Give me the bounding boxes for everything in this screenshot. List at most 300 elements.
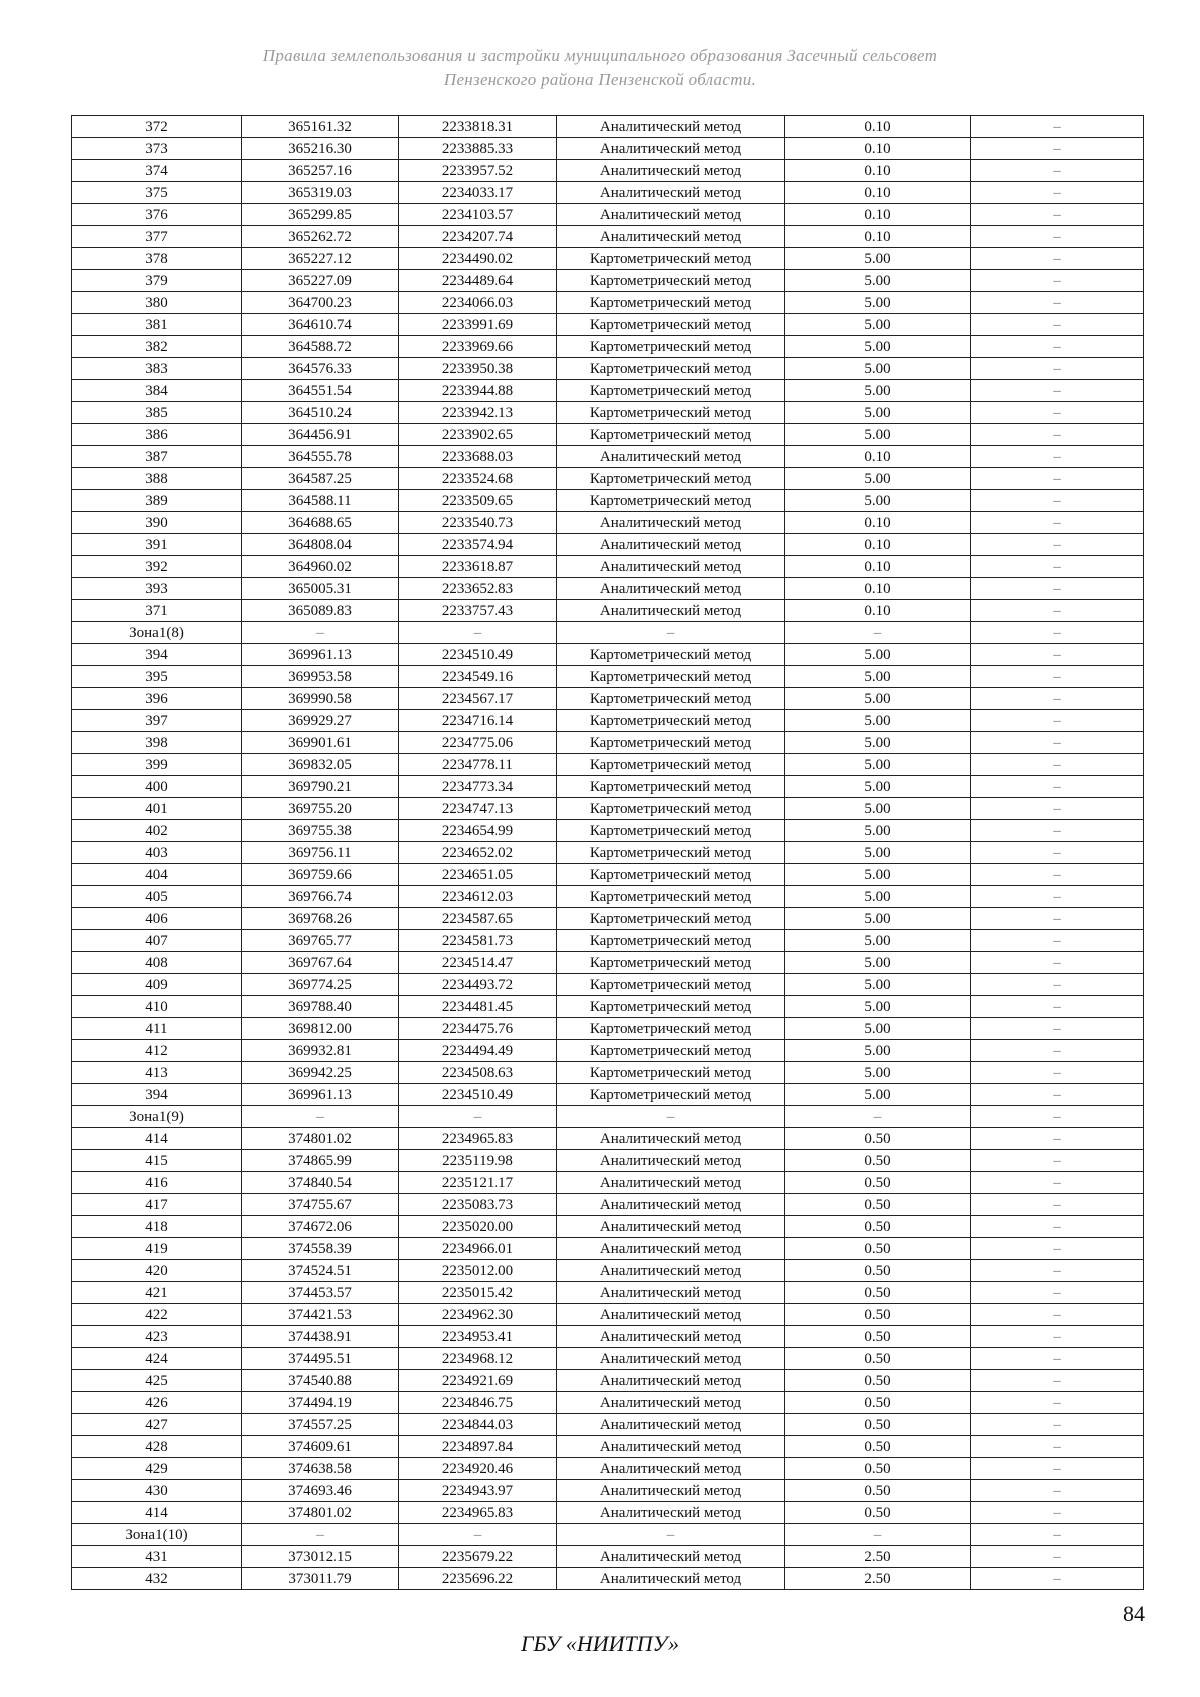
cell-note: – — [971, 1304, 1144, 1326]
cell-method: Картометрический метод — [557, 468, 785, 490]
cell-point-number: 418 — [72, 1216, 242, 1238]
cell-y-coordinate: 2234066.03 — [399, 292, 557, 314]
cell-y-coordinate: 2233757.43 — [399, 600, 557, 622]
cell-y-coordinate: 2234846.75 — [399, 1392, 557, 1414]
cell-accuracy: – — [785, 1106, 971, 1128]
cell-method: Картометрический метод — [557, 930, 785, 952]
cell-accuracy: 5.00 — [785, 886, 971, 908]
cell-note: – — [971, 556, 1144, 578]
cell-point-number: 429 — [72, 1458, 242, 1480]
cell-note: – — [971, 996, 1144, 1018]
table-row — [72, 1392, 1144, 1414]
cell-y-coordinate: – — [399, 622, 557, 644]
cell-note: – — [971, 930, 1144, 952]
table-row — [72, 1480, 1144, 1502]
cell-note: – — [971, 1018, 1144, 1040]
cell-method: Аналитический метод — [557, 512, 785, 534]
cell-note: – — [971, 1128, 1144, 1150]
cell-method: Картометрический метод — [557, 1040, 785, 1062]
cell-accuracy: 0.50 — [785, 1436, 971, 1458]
table-row — [72, 1172, 1144, 1194]
cell-y-coordinate: 2234953.41 — [399, 1326, 557, 1348]
table-row — [72, 446, 1144, 468]
table-row — [72, 820, 1144, 842]
cell-point-number: 412 — [72, 1040, 242, 1062]
cell-accuracy: 0.50 — [785, 1348, 971, 1370]
cell-x-coordinate: 369932.81 — [242, 1040, 399, 1062]
cell-accuracy: 5.00 — [785, 248, 971, 270]
cell-accuracy: 5.00 — [785, 974, 971, 996]
cell-x-coordinate: 365227.12 — [242, 248, 399, 270]
cell-x-coordinate: 374755.67 — [242, 1194, 399, 1216]
table-row — [72, 622, 1144, 644]
cell-x-coordinate: 374801.02 — [242, 1502, 399, 1524]
cell-method: Картометрический метод — [557, 1084, 785, 1106]
cell-y-coordinate: 2233950.38 — [399, 358, 557, 380]
cell-x-coordinate: 364551.54 — [242, 380, 399, 402]
table-row — [72, 996, 1144, 1018]
cell-accuracy: 5.00 — [785, 864, 971, 886]
cell-y-coordinate: 2233957.52 — [399, 160, 557, 182]
cell-method: Картометрический метод — [557, 974, 785, 996]
cell-point-number: 421 — [72, 1282, 242, 1304]
cell-accuracy: 5.00 — [785, 270, 971, 292]
cell-point-number: 396 — [72, 688, 242, 710]
cell-accuracy: 5.00 — [785, 732, 971, 754]
table-row — [72, 1458, 1144, 1480]
table-row — [72, 534, 1144, 556]
cell-y-coordinate: 2234514.47 — [399, 952, 557, 974]
cell-method: Картометрический метод — [557, 1062, 785, 1084]
cell-x-coordinate: 365257.16 — [242, 160, 399, 182]
table-row — [72, 1040, 1144, 1062]
cell-accuracy: 0.50 — [785, 1150, 971, 1172]
cell-y-coordinate: 2234612.03 — [399, 886, 557, 908]
cell-x-coordinate: 374495.51 — [242, 1348, 399, 1370]
cell-x-coordinate: 374421.53 — [242, 1304, 399, 1326]
table-row — [72, 1326, 1144, 1348]
cell-x-coordinate: 364456.91 — [242, 424, 399, 446]
cell-note: – — [971, 1040, 1144, 1062]
cell-method: Картометрический метод — [557, 270, 785, 292]
table-row — [72, 226, 1144, 248]
cell-point-number: 372 — [72, 116, 242, 138]
cell-point-number: 428 — [72, 1436, 242, 1458]
cell-x-coordinate: 364700.23 — [242, 292, 399, 314]
cell-point-number: 379 — [72, 270, 242, 292]
cell-point-number: 382 — [72, 336, 242, 358]
cell-x-coordinate: 369790.21 — [242, 776, 399, 798]
cell-note: – — [971, 1458, 1144, 1480]
cell-method: Аналитический метод — [557, 1480, 785, 1502]
cell-y-coordinate: 2235015.42 — [399, 1282, 557, 1304]
table-row — [72, 1436, 1144, 1458]
cell-point-number: 383 — [72, 358, 242, 380]
cell-point-number: 414 — [72, 1502, 242, 1524]
table-row — [72, 644, 1144, 666]
table-row — [72, 1282, 1144, 1304]
table-row — [72, 578, 1144, 600]
cell-note: – — [971, 732, 1144, 754]
cell-x-coordinate: 374865.99 — [242, 1150, 399, 1172]
table-row — [72, 1216, 1144, 1238]
cell-note: – — [971, 1084, 1144, 1106]
cell-accuracy: 0.50 — [785, 1370, 971, 1392]
cell-y-coordinate: 2233942.13 — [399, 402, 557, 424]
table-row — [72, 908, 1144, 930]
cell-method: Аналитический метод — [557, 446, 785, 468]
cell-method: Аналитический метод — [557, 1128, 785, 1150]
table-row — [72, 666, 1144, 688]
cell-accuracy: 0.50 — [785, 1502, 971, 1524]
cell-y-coordinate: 2235020.00 — [399, 1216, 557, 1238]
cell-x-coordinate: 374638.58 — [242, 1458, 399, 1480]
cell-note: – — [971, 1568, 1144, 1590]
header-line-1: Правила землепользования и застройки муниципального образования Засечный сельсовет — [262, 46, 938, 65]
cell-point-number: 371 — [72, 600, 242, 622]
cell-x-coordinate: 373011.79 — [242, 1568, 399, 1590]
cell-accuracy: 5.00 — [785, 842, 971, 864]
table-row — [72, 688, 1144, 710]
cell-note: – — [971, 1106, 1144, 1128]
table-row — [72, 380, 1144, 402]
cell-note: – — [971, 402, 1144, 424]
cell-note: – — [971, 314, 1144, 336]
cell-note: – — [971, 1370, 1144, 1392]
cell-accuracy: 0.50 — [785, 1414, 971, 1436]
cell-accuracy: 2.50 — [785, 1546, 971, 1568]
cell-accuracy: 0.50 — [785, 1172, 971, 1194]
cell-y-coordinate: 2234103.57 — [399, 204, 557, 226]
cell-y-coordinate: 2233944.88 — [399, 380, 557, 402]
cell-y-coordinate: 2234654.99 — [399, 820, 557, 842]
cell-x-coordinate: 374840.54 — [242, 1172, 399, 1194]
cell-note: – — [971, 512, 1144, 534]
cell-x-coordinate: 369961.13 — [242, 644, 399, 666]
cell-note: – — [971, 534, 1144, 556]
cell-method: Аналитический метод — [557, 1502, 785, 1524]
cell-method: Картометрический метод — [557, 402, 785, 424]
cell-accuracy: 0.10 — [785, 556, 971, 578]
table-row — [72, 776, 1144, 798]
cell-x-coordinate: 374524.51 — [242, 1260, 399, 1282]
cell-point-number: 405 — [72, 886, 242, 908]
cell-x-coordinate: 369812.00 — [242, 1018, 399, 1040]
cell-accuracy: 0.50 — [785, 1282, 971, 1304]
cell-note: – — [971, 248, 1144, 270]
cell-point-number: 377 — [72, 226, 242, 248]
cell-y-coordinate: 2234962.30 — [399, 1304, 557, 1326]
cell-y-coordinate: 2234778.11 — [399, 754, 557, 776]
cell-accuracy: 5.00 — [785, 644, 971, 666]
cell-accuracy: 5.00 — [785, 908, 971, 930]
cell-point-number: 406 — [72, 908, 242, 930]
table-row — [72, 1238, 1144, 1260]
cell-point-number: 390 — [72, 512, 242, 534]
cell-accuracy: 5.00 — [785, 1084, 971, 1106]
cell-note: – — [971, 1392, 1144, 1414]
cell-method: Картометрический метод — [557, 864, 785, 886]
cell-accuracy: 5.00 — [785, 710, 971, 732]
table-row — [72, 336, 1144, 358]
cell-method: Картометрический метод — [557, 798, 785, 820]
table-row — [72, 490, 1144, 512]
cell-note: – — [971, 688, 1144, 710]
cell-accuracy: 0.50 — [785, 1392, 971, 1414]
cell-x-coordinate: 369767.64 — [242, 952, 399, 974]
cell-x-coordinate: 374558.39 — [242, 1238, 399, 1260]
cell-y-coordinate: 2233991.69 — [399, 314, 557, 336]
cell-point-number: 397 — [72, 710, 242, 732]
cell-method: Аналитический метод — [557, 182, 785, 204]
cell-y-coordinate: 2234207.74 — [399, 226, 557, 248]
cell-method: Аналитический метод — [557, 1326, 785, 1348]
table-body — [72, 116, 1144, 1590]
cell-x-coordinate: – — [242, 622, 399, 644]
cell-point-number: 410 — [72, 996, 242, 1018]
cell-x-coordinate: 369953.58 — [242, 666, 399, 688]
cell-note: – — [971, 1436, 1144, 1458]
cell-accuracy: 5.00 — [785, 996, 971, 1018]
cell-point-number: 409 — [72, 974, 242, 996]
cell-x-coordinate: 364576.33 — [242, 358, 399, 380]
cell-y-coordinate: 2233574.94 — [399, 534, 557, 556]
table-row — [72, 402, 1144, 424]
table-row — [72, 1150, 1144, 1172]
cell-method: Аналитический метод — [557, 1194, 785, 1216]
cell-method: Аналитический метод — [557, 1172, 785, 1194]
cell-y-coordinate: 2234968.12 — [399, 1348, 557, 1370]
table-row — [72, 1260, 1144, 1282]
cell-note: – — [971, 842, 1144, 864]
table-row — [72, 1546, 1144, 1568]
cell-x-coordinate: 364688.65 — [242, 512, 399, 534]
cell-note: – — [971, 600, 1144, 622]
cell-point-number: 386 — [72, 424, 242, 446]
cell-point-number: 402 — [72, 820, 242, 842]
cell-y-coordinate: 2235012.00 — [399, 1260, 557, 1282]
cell-accuracy: 5.00 — [785, 930, 971, 952]
cell-point-number: 393 — [72, 578, 242, 600]
cell-point-number: 395 — [72, 666, 242, 688]
table-row — [72, 798, 1144, 820]
table-row — [72, 1194, 1144, 1216]
cell-accuracy: 5.00 — [785, 1062, 971, 1084]
cell-method: Картометрический метод — [557, 1018, 785, 1040]
cell-point-number: 391 — [72, 534, 242, 556]
cell-point-number: 394 — [72, 644, 242, 666]
table-row — [72, 1348, 1144, 1370]
table-row — [72, 974, 1144, 996]
cell-accuracy: 0.10 — [785, 204, 971, 226]
cell-method: Аналитический метод — [557, 1150, 785, 1172]
cell-method: Аналитический метод — [557, 116, 785, 138]
cell-y-coordinate: 2234510.49 — [399, 644, 557, 666]
cell-point-number: 416 — [72, 1172, 242, 1194]
cell-method: Аналитический метод — [557, 1348, 785, 1370]
cell-point-number: 431 — [72, 1546, 242, 1568]
cell-x-coordinate: 364588.72 — [242, 336, 399, 358]
cell-y-coordinate: 2234897.84 — [399, 1436, 557, 1458]
cell-method: Картометрический метод — [557, 820, 785, 842]
cell-note: – — [971, 644, 1144, 666]
cell-accuracy: 5.00 — [785, 776, 971, 798]
page-header — [0, 44, 1200, 92]
cell-point-number: 401 — [72, 798, 242, 820]
cell-y-coordinate: 2235083.73 — [399, 1194, 557, 1216]
cell-note: – — [971, 710, 1144, 732]
cell-x-coordinate: 374672.06 — [242, 1216, 399, 1238]
cell-accuracy: 5.00 — [785, 424, 971, 446]
coordinates-table — [71, 115, 1144, 1590]
cell-method: Аналитический метод — [557, 1414, 785, 1436]
cell-method: Картометрический метод — [557, 842, 785, 864]
cell-y-coordinate: 2233509.65 — [399, 490, 557, 512]
cell-point-number: 373 — [72, 138, 242, 160]
table-row — [72, 1062, 1144, 1084]
cell-method: Картометрический метод — [557, 644, 785, 666]
cell-y-coordinate: 2234493.72 — [399, 974, 557, 996]
cell-point-number: 404 — [72, 864, 242, 886]
table-row — [72, 886, 1144, 908]
cell-note: – — [971, 1216, 1144, 1238]
cell-y-coordinate: 2235696.22 — [399, 1568, 557, 1590]
cell-method: Картометрический метод — [557, 666, 785, 688]
cell-point-number: 400 — [72, 776, 242, 798]
cell-x-coordinate: 374609.61 — [242, 1436, 399, 1458]
cell-point-number: 398 — [72, 732, 242, 754]
cell-point-number: 380 — [72, 292, 242, 314]
cell-method: Аналитический метод — [557, 1370, 785, 1392]
cell-method: Картометрический метод — [557, 952, 785, 974]
cell-accuracy: 5.00 — [785, 292, 971, 314]
table-row — [72, 952, 1144, 974]
cell-method: Аналитический метод — [557, 204, 785, 226]
cell-note: – — [971, 1480, 1144, 1502]
cell-x-coordinate: 374557.25 — [242, 1414, 399, 1436]
cell-x-coordinate: 369961.13 — [242, 1084, 399, 1106]
cell-x-coordinate: 369765.77 — [242, 930, 399, 952]
cell-point-number: 423 — [72, 1326, 242, 1348]
cell-point-number: 399 — [72, 754, 242, 776]
cell-x-coordinate: 374801.02 — [242, 1128, 399, 1150]
cell-method: – — [557, 1106, 785, 1128]
cell-x-coordinate: 369929.27 — [242, 710, 399, 732]
cell-point-number: 419 — [72, 1238, 242, 1260]
cell-y-coordinate: 2234490.02 — [399, 248, 557, 270]
cell-note: – — [971, 424, 1144, 446]
cell-accuracy: 0.10 — [785, 600, 971, 622]
table-row — [72, 182, 1144, 204]
cell-y-coordinate: 2235119.98 — [399, 1150, 557, 1172]
table-row — [72, 138, 1144, 160]
cell-point-number: 425 — [72, 1370, 242, 1392]
cell-method: Картометрический метод — [557, 248, 785, 270]
cell-method: Картометрический метод — [557, 292, 785, 314]
cell-accuracy: 0.50 — [785, 1194, 971, 1216]
cell-method: – — [557, 622, 785, 644]
cell-y-coordinate: 2234549.16 — [399, 666, 557, 688]
table-row — [72, 1568, 1144, 1590]
cell-accuracy: 5.00 — [785, 952, 971, 974]
cell-note: – — [971, 490, 1144, 512]
cell-x-coordinate: 374693.46 — [242, 1480, 399, 1502]
cell-y-coordinate: – — [399, 1524, 557, 1546]
cell-y-coordinate: 2234773.34 — [399, 776, 557, 798]
cell-y-coordinate: 2234943.97 — [399, 1480, 557, 1502]
table-row — [72, 314, 1144, 336]
cell-accuracy: 5.00 — [785, 798, 971, 820]
cell-point-number: 414 — [72, 1128, 242, 1150]
cell-y-coordinate: 2234965.83 — [399, 1128, 557, 1150]
cell-point-number: 375 — [72, 182, 242, 204]
cell-accuracy: 0.50 — [785, 1304, 971, 1326]
cell-note: – — [971, 864, 1144, 886]
table-row — [72, 864, 1144, 886]
cell-accuracy: 0.50 — [785, 1128, 971, 1150]
table-row — [72, 1304, 1144, 1326]
cell-point-number: 385 — [72, 402, 242, 424]
cell-x-coordinate: – — [242, 1524, 399, 1546]
cell-x-coordinate: 364960.02 — [242, 556, 399, 578]
cell-accuracy: 0.10 — [785, 446, 971, 468]
cell-accuracy: 5.00 — [785, 1018, 971, 1040]
cell-method: Аналитический метод — [557, 1282, 785, 1304]
table-row — [72, 1084, 1144, 1106]
cell-accuracy: 5.00 — [785, 1040, 971, 1062]
cell-accuracy: 5.00 — [785, 754, 971, 776]
cell-y-coordinate: 2234475.76 — [399, 1018, 557, 1040]
cell-x-coordinate: – — [242, 1106, 399, 1128]
cell-x-coordinate: 369774.25 — [242, 974, 399, 996]
cell-y-coordinate: 2234587.65 — [399, 908, 557, 930]
cell-x-coordinate: 369990.58 — [242, 688, 399, 710]
cell-x-coordinate: 374494.19 — [242, 1392, 399, 1414]
cell-point-number: 408 — [72, 952, 242, 974]
table-row — [72, 270, 1144, 292]
table-row — [72, 358, 1144, 380]
cell-note: – — [971, 952, 1144, 974]
cell-point-number: 420 — [72, 1260, 242, 1282]
cell-y-coordinate: 2234651.05 — [399, 864, 557, 886]
cell-y-coordinate: 2234844.03 — [399, 1414, 557, 1436]
cell-point-number: 394 — [72, 1084, 242, 1106]
cell-note: – — [971, 1414, 1144, 1436]
cell-y-coordinate: 2233688.03 — [399, 446, 557, 468]
cell-note: – — [971, 1524, 1144, 1546]
cell-note: – — [971, 226, 1144, 248]
cell-y-coordinate: 2235121.17 — [399, 1172, 557, 1194]
cell-y-coordinate: 2234921.69 — [399, 1370, 557, 1392]
cell-method: Картометрический метод — [557, 886, 785, 908]
cell-note: – — [971, 336, 1144, 358]
cell-method: Аналитический метод — [557, 1392, 785, 1414]
cell-method: Аналитический метод — [557, 138, 785, 160]
cell-x-coordinate: 365319.03 — [242, 182, 399, 204]
cell-point-number: 422 — [72, 1304, 242, 1326]
cell-method: Аналитический метод — [557, 1304, 785, 1326]
cell-x-coordinate: 365299.85 — [242, 204, 399, 226]
cell-note: – — [971, 1062, 1144, 1084]
cell-method: Картометрический метод — [557, 732, 785, 754]
cell-note: – — [971, 776, 1144, 798]
cell-method: Картометрический метод — [557, 776, 785, 798]
cell-note: – — [971, 1238, 1144, 1260]
table-row — [72, 754, 1144, 776]
cell-point-number: 426 — [72, 1392, 242, 1414]
cell-point-number: 381 — [72, 314, 242, 336]
cell-accuracy: 5.00 — [785, 490, 971, 512]
